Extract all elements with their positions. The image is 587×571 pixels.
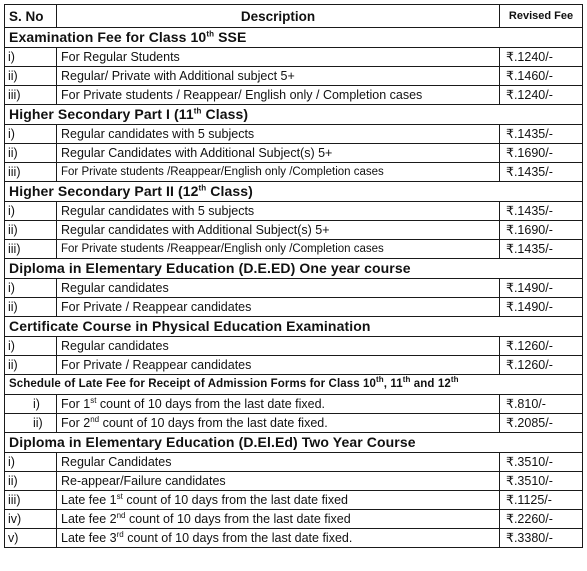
row-description: For Private / Reappear candidates [57,356,500,375]
row-fee: ₹.2260/- [500,510,583,529]
section-title-after: Class) [201,106,249,122]
row-sno: iii) [5,86,57,105]
table-row [5,510,583,529]
row-sno: i) [5,48,57,67]
row-description: Regular candidates [57,279,500,298]
row-fee: ₹.1125/- [500,491,583,510]
row-description-pre: For 2 [61,415,91,430]
table-row [5,414,583,433]
table-row [5,221,583,240]
section-title-sup: th [206,29,215,39]
row-fee: ₹.1260/- [500,337,583,356]
section-title [5,375,583,395]
row-description: Regular Candidates [57,453,500,472]
header-revised-fee: Revised Fee [500,5,583,28]
table-row [5,144,583,163]
row-sno: i) [5,279,57,298]
row-fee: ₹.1460/- [500,67,583,86]
section-title [5,317,583,337]
section-title-after: Class) [206,183,253,199]
section-title-part: th [402,375,411,385]
section-title [5,28,583,48]
table-row [5,202,583,221]
section-title-text: Diploma in Elementary Education (D.El.Ed) Two Year Course [9,434,416,450]
row-sno: iii) [5,163,57,182]
row-sno: i) [5,395,57,414]
table-row [5,86,583,105]
table-row [5,356,583,375]
section-header-row [5,317,583,337]
header-sno: S. No [5,5,57,28]
row-description: Regular Candidates with Additional Subject(s) 5+ [57,144,500,163]
row-description [57,510,500,529]
table-row [5,163,583,182]
table-row [5,67,583,86]
row-sno: i) [5,337,57,356]
row-description: Regular candidates [57,337,500,356]
table-row [5,529,583,548]
row-sno: i) [5,125,57,144]
row-description: For Private students /Reappear/English only /Completion cases [57,163,500,182]
row-fee: ₹.2085/- [500,414,583,433]
section-title-part: Schedule of Late Fee for Receipt of Admission Forms for Class 10 [9,378,377,390]
row-fee: ₹.3380/- [500,529,583,548]
row-description: Re-appear/Failure candidates [57,472,500,491]
row-description-post: count of 10 days from the last date fixed [125,511,351,526]
row-description-sup: nd [116,510,126,520]
section-header-row [5,182,583,202]
section-title-sup: th [193,106,202,116]
section-title-part: th [450,375,459,385]
section-header-row [5,105,583,125]
row-description-post: count of 10 days from the last date fixed. [99,415,328,430]
table-row [5,395,583,414]
row-fee: ₹.1240/- [500,48,583,67]
row-sno: iii) [5,240,57,259]
table-row [5,337,583,356]
row-sno: ii) [5,221,57,240]
row-fee: ₹.1260/- [500,356,583,375]
row-description-post: count of 10 days from the last date fixed [122,492,348,507]
row-description [57,414,500,433]
row-sno: ii) [5,356,57,375]
table-header-row [5,5,583,28]
table-row [5,240,583,259]
section-title-part: , 11 [383,378,403,390]
row-fee: ₹.1490/- [500,298,583,317]
row-description-post: count of 10 days from the last date fixed. [123,530,353,545]
section-header-row [5,259,583,279]
section-title-after: SSE [214,29,247,45]
section-title [5,105,583,125]
row-sno: i) [5,202,57,221]
fee-table-body [5,28,583,548]
row-description-pre: For 1 [61,396,91,411]
row-fee: ₹.1240/- [500,86,583,105]
row-description-post: count of 10 days from the last date fixed. [96,396,326,411]
row-description [57,395,500,414]
row-description-pre: Late fee 2 [61,511,117,526]
table-row [5,491,583,510]
row-sno: v) [5,529,57,548]
row-description-sup: st [90,395,97,405]
fee-schedule-table [4,4,583,548]
row-description: For Regular Students [57,48,500,67]
row-description-sup: nd [90,414,100,424]
row-description: For Private / Reappear candidates [57,298,500,317]
row-fee: ₹.1690/- [500,221,583,240]
section-title [5,433,583,453]
row-description: For Private students /Reappear/English only /Completion cases [57,240,500,259]
row-sno: i) [5,453,57,472]
table-row [5,472,583,491]
row-fee: ₹.3510/- [500,472,583,491]
row-sno: ii) [5,67,57,86]
section-header-row [5,433,583,453]
row-sno: iv) [5,510,57,529]
row-fee: ₹.3510/- [500,453,583,472]
row-description-sup: rd [116,529,124,539]
row-description: Regular candidates with Additional Subject(s) 5+ [57,221,500,240]
section-header-row [5,28,583,48]
table-row [5,453,583,472]
table-row [5,298,583,317]
section-title-part: and 12 [410,378,451,390]
row-description: Regular candidates with 5 subjects [57,125,500,144]
section-title-text: Examination Fee for Class 10 [9,29,207,45]
table-row [5,48,583,67]
row-description [57,529,500,548]
row-description: Regular/ Private with Additional subject 5+ [57,67,500,86]
row-description-sup: st [116,491,123,501]
row-fee: ₹.1435/- [500,125,583,144]
row-fee: ₹.1435/- [500,240,583,259]
row-sno: iii) [5,491,57,510]
row-fee: ₹.1490/- [500,279,583,298]
table-row [5,125,583,144]
row-description-pre: Late fee 1 [61,492,117,507]
section-title-text: Higher Secondary Part II (12 [9,183,199,199]
row-description: Regular candidates with 5 subjects [57,202,500,221]
row-sno: ii) [5,144,57,163]
section-title-sup: th [198,183,207,193]
table-row [5,279,583,298]
row-fee: ₹.810/- [500,395,583,414]
row-fee: ₹.1690/- [500,144,583,163]
row-fee: ₹.1435/- [500,163,583,182]
section-title-text: Diploma in Elementary Education (D.E.ED) One year course [9,260,411,276]
section-title-text: Certificate Course in Physical Education Examination [9,318,371,334]
row-fee: ₹.1435/- [500,202,583,221]
section-title-text: Higher Secondary Part I (11 [9,106,194,122]
row-description: For Private students / Reappear/ English only / Completion cases [57,86,500,105]
row-sno: ii) [5,298,57,317]
section-title [5,182,583,202]
header-description: Description [57,5,500,28]
row-description [57,491,500,510]
row-sno: ii) [5,472,57,491]
section-title [5,259,583,279]
row-description-pre: Late fee 3 [61,530,117,545]
section-header-row [5,375,583,395]
row-sno: ii) [5,414,57,433]
section-title-part: th [376,375,384,385]
